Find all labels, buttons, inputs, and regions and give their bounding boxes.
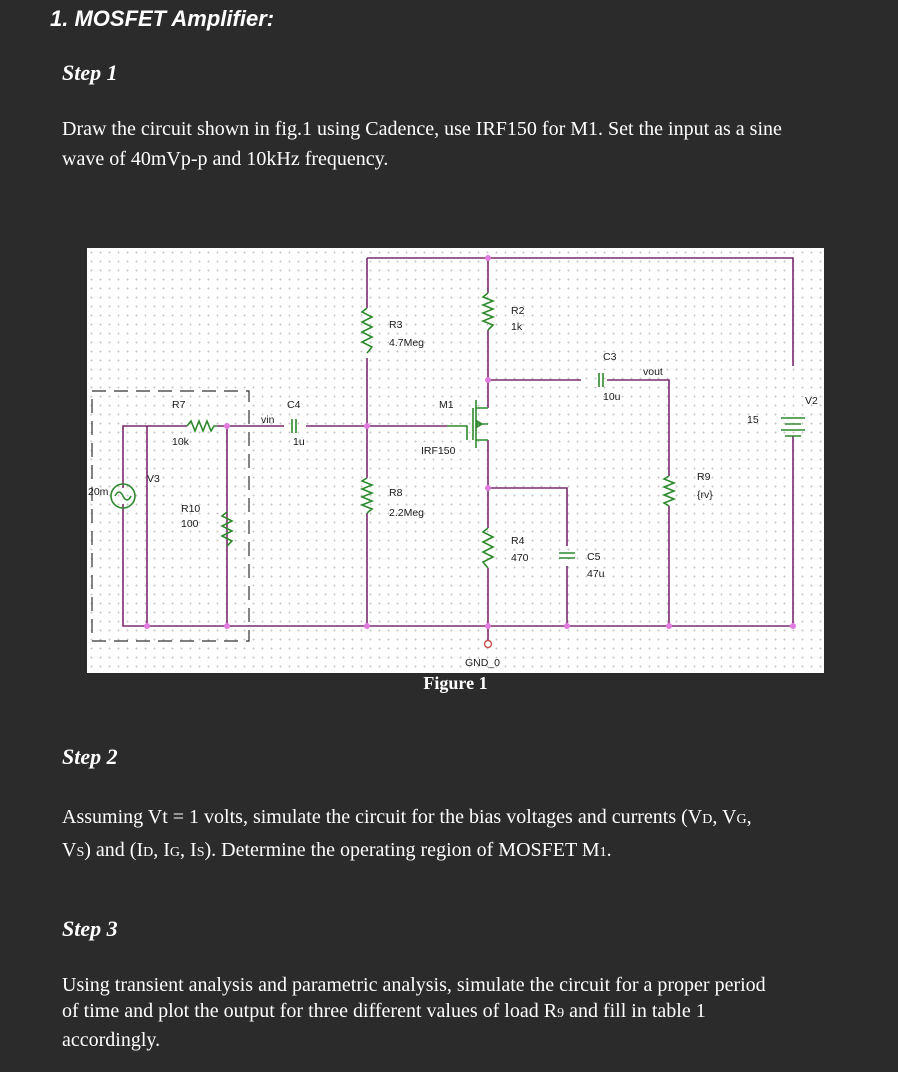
label-c3-value: 10u (603, 391, 621, 403)
label-r8-value: 2.2Meg (389, 507, 425, 519)
label-v3: V3 (147, 473, 160, 485)
label-gnd: GND_0 (465, 657, 501, 669)
label-vout: vout (643, 366, 663, 378)
v3-sine (115, 492, 131, 500)
label-r3: R3 (389, 319, 403, 331)
label-r2: R2 (511, 305, 525, 317)
label-r4: R4 (511, 535, 525, 547)
r4-resistor (483, 528, 493, 568)
label-c4: C4 (287, 399, 301, 411)
step2-line2: VS) and (ID, IG, IS). Determine the operating region of MOSFET M1. (62, 839, 612, 861)
figure-caption: Figure 1 (423, 673, 488, 693)
step1-text (62, 114, 782, 174)
gate-lead (447, 426, 467, 440)
step3-title: Step 3 (62, 916, 118, 941)
circuit-figure (87, 248, 824, 673)
components (111, 293, 805, 568)
v2-battery (781, 418, 805, 436)
step2-text (62, 802, 752, 868)
label-c3: C3 (603, 351, 617, 363)
label-m1: M1 (439, 399, 454, 411)
ground-node (485, 641, 492, 648)
label-r8: R8 (389, 487, 403, 499)
step2-title: Step 2 (62, 744, 118, 769)
wires (123, 258, 793, 640)
step1-line2: wave of 40mVp-p and 10kHz frequency. (62, 148, 389, 170)
r8-resistor (362, 478, 372, 513)
label-r10: R10 (181, 503, 201, 515)
label-c4-value: 1u (293, 436, 305, 448)
label-v2-value: 15 (747, 414, 759, 426)
label-v3-value: 20m (88, 486, 109, 498)
section-heading: 1. MOSFET Amplifier: (50, 6, 275, 31)
circuit-schematic (87, 248, 824, 673)
label-v2: V2 (805, 395, 818, 407)
label-r10-value: 100 (181, 518, 199, 530)
label-r4-value: 470 (511, 552, 529, 564)
mosfet-plates (473, 400, 476, 448)
label-c5-value: 47u (587, 568, 605, 580)
c3-capacitor (599, 373, 603, 387)
label-m1-model: IRF150 (421, 445, 456, 457)
label-c5: C5 (587, 551, 601, 563)
step3-line2: of time and plot the output for three different values of load R9 and fill in table 1 (62, 1000, 706, 1022)
step2-line1: Assuming Vt = 1 volts, simulate the circuit for the bias voltages and currents (VD, VG, (62, 806, 752, 828)
c5-capacitor (559, 553, 575, 558)
step1-line1: Draw the circuit shown in fig.1 using Cadence, use IRF150 for M1. Set the input as a sine (62, 118, 782, 140)
label-vin: vin (261, 414, 275, 426)
step3-text (62, 972, 766, 1053)
mosfet-channel (476, 408, 488, 440)
r7-resistor (187, 421, 217, 431)
r9-resistor (664, 476, 674, 506)
label-r9: R9 (697, 471, 711, 483)
label-r7: R7 (172, 399, 186, 411)
r2-resistor (483, 293, 493, 330)
step1-title: Step 1 (62, 60, 118, 85)
label-r7-value: 10k (172, 436, 189, 448)
label-r3-value: 4.7Meg (389, 337, 425, 349)
step3-line3: accordingly. (62, 1029, 161, 1051)
r3-resistor (362, 308, 372, 353)
c4-capacitor (292, 419, 296, 433)
nodes (144, 255, 796, 629)
step3-line1: Using transient analysis and parametric analysis, simulate the circuit for a proper period (62, 974, 766, 996)
label-r9-value: {rv} (697, 489, 713, 501)
label-r2-value: 1k (511, 321, 523, 333)
